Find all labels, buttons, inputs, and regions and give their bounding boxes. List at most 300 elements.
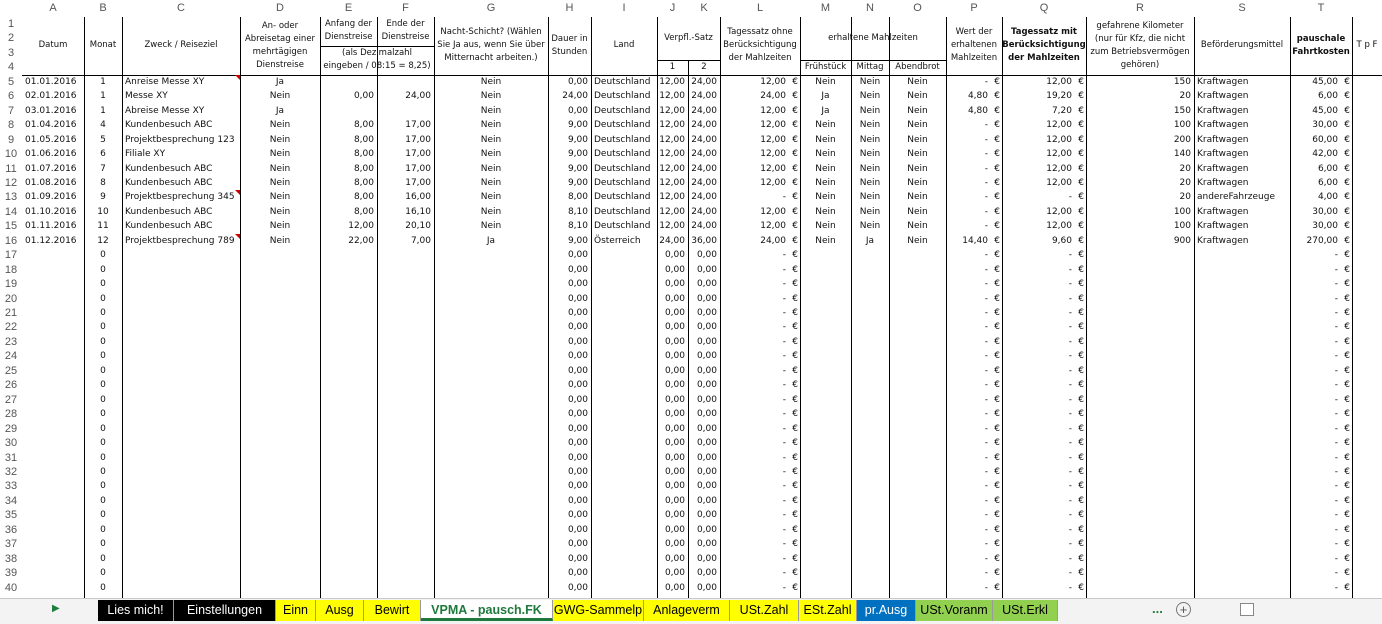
cell-wert[interactable] <box>946 205 1002 219</box>
cell-verpfl-2[interactable] <box>688 234 720 248</box>
cell-tagessatz-mit[interactable] <box>1002 422 1086 436</box>
cell-monat[interactable] <box>84 552 122 566</box>
cell-verpfl-1[interactable] <box>657 147 688 161</box>
row-header[interactable]: 13 <box>4 191 18 204</box>
cell-wert[interactable] <box>946 263 1002 277</box>
cell-wert[interactable] <box>946 552 1002 566</box>
cell-verpfl-2[interactable] <box>688 349 720 363</box>
cell-monat[interactable] <box>84 407 122 421</box>
cell-verpfl-1[interactable] <box>657 407 688 421</box>
cell-abendbrot[interactable] <box>889 219 946 233</box>
cell-verpfl-2[interactable] <box>688 248 720 262</box>
cell-pauschale[interactable] <box>1290 306 1352 320</box>
cell-wert[interactable] <box>946 89 1002 103</box>
cell-pauschale[interactable] <box>1290 104 1352 118</box>
cell-wert[interactable] <box>946 349 1002 363</box>
cell-datum[interactable] <box>22 176 84 190</box>
cell-anfang[interactable] <box>320 147 377 161</box>
cell-verpfl-2[interactable] <box>688 263 720 277</box>
row-header[interactable]: 35 <box>4 509 18 522</box>
column-header[interactable]: P <box>970 2 978 14</box>
cell-verpfl-1[interactable] <box>657 190 688 204</box>
cell-verpfl-2[interactable] <box>688 465 720 479</box>
cell-monat[interactable] <box>84 508 122 522</box>
row-header[interactable]: 18 <box>4 263 18 276</box>
cell-fruehstueck[interactable] <box>800 147 851 161</box>
cell-an-abreisetag[interactable] <box>240 147 320 161</box>
cell-wert[interactable] <box>946 364 1002 378</box>
cell-datum[interactable] <box>22 147 84 161</box>
cell-verpfl-2[interactable] <box>688 306 720 320</box>
cell-verpfl-2[interactable] <box>688 75 720 89</box>
row-header[interactable]: 29 <box>4 422 18 435</box>
cell-zweck[interactable] <box>122 118 240 132</box>
row-header[interactable]: 5 <box>7 75 15 88</box>
cell-verpfl-2[interactable] <box>688 537 720 551</box>
cell-verpfl-2[interactable] <box>688 393 720 407</box>
cell-wert[interactable] <box>946 75 1002 89</box>
cell-mittag[interactable] <box>851 162 889 176</box>
cell-tagessatz-mit[interactable] <box>1002 566 1086 580</box>
cell-nacht-schicht[interactable] <box>434 162 548 176</box>
cell-nacht-schicht[interactable] <box>434 205 548 219</box>
cell-pauschale[interactable] <box>1290 479 1352 493</box>
cell-dauer[interactable] <box>548 422 591 436</box>
cell-monat[interactable] <box>84 234 122 248</box>
cell-dauer[interactable] <box>548 292 591 306</box>
cell-verpfl-2[interactable] <box>688 89 720 103</box>
cell-befoerderung[interactable] <box>1194 219 1290 233</box>
cell-monat[interactable] <box>84 364 122 378</box>
row-header[interactable]: 14 <box>4 205 18 218</box>
cell-mittag[interactable] <box>851 190 889 204</box>
row-header[interactable]: 7 <box>7 104 15 117</box>
cell-verpfl-2[interactable] <box>688 479 720 493</box>
cell-datum[interactable] <box>22 75 84 89</box>
cell-tagessatz-mit[interactable] <box>1002 335 1086 349</box>
cell-verpfl-1[interactable] <box>657 133 688 147</box>
cell-monat[interactable] <box>84 451 122 465</box>
cell-verpfl-1[interactable] <box>657 176 688 190</box>
sheet-tab[interactable]: Einstellungen <box>174 600 276 621</box>
column-header[interactable]: D <box>276 2 284 14</box>
cell-dauer[interactable] <box>548 494 591 508</box>
cell-tagessatz-mit[interactable] <box>1002 465 1086 479</box>
cell-pauschale[interactable] <box>1290 277 1352 291</box>
cell-dauer[interactable] <box>548 523 591 537</box>
cell-verpfl-1[interactable] <box>657 552 688 566</box>
cell-verpfl-2[interactable] <box>688 364 720 378</box>
row-header[interactable]: 8 <box>7 119 15 132</box>
cell-nacht-schicht[interactable] <box>434 89 548 103</box>
cell-nacht-schicht[interactable] <box>434 75 548 89</box>
cell-fruehstueck[interactable] <box>800 133 851 147</box>
cell-abendbrot[interactable] <box>889 75 946 89</box>
cell-dauer[interactable] <box>548 364 591 378</box>
cell-pauschale[interactable] <box>1290 465 1352 479</box>
cell-an-abreisetag[interactable] <box>240 219 320 233</box>
cell-verpfl-1[interactable] <box>657 349 688 363</box>
cell-verpfl-1[interactable] <box>657 422 688 436</box>
cell-wert[interactable] <box>946 537 1002 551</box>
cell-kilometer[interactable] <box>1086 205 1194 219</box>
cell-verpfl-1[interactable] <box>657 364 688 378</box>
cell-dauer[interactable] <box>548 320 591 334</box>
cell-wert[interactable] <box>946 234 1002 248</box>
cell-tagessatz-ohne[interactable] <box>720 205 800 219</box>
cell-mittag[interactable] <box>851 234 889 248</box>
cell-pauschale[interactable] <box>1290 436 1352 450</box>
cell-monat[interactable] <box>84 306 122 320</box>
cell-an-abreisetag[interactable] <box>240 234 320 248</box>
cell-tagessatz-mit[interactable] <box>1002 306 1086 320</box>
cell-verpfl-2[interactable] <box>688 205 720 219</box>
cell-tagessatz-ohne[interactable] <box>720 277 800 291</box>
cell-tagessatz-ohne[interactable] <box>720 190 800 204</box>
cell-tagessatz-ohne[interactable] <box>720 104 800 118</box>
cell-verpfl-1[interactable] <box>657 263 688 277</box>
add-sheet-button[interactable]: + <box>1176 602 1191 617</box>
row-header[interactable]: 25 <box>4 364 18 377</box>
cell-verpfl-2[interactable] <box>688 190 720 204</box>
cell-wert[interactable] <box>946 147 1002 161</box>
cell-kilometer[interactable] <box>1086 190 1194 204</box>
row-header[interactable]: 17 <box>4 249 18 262</box>
cell-dauer[interactable] <box>548 537 591 551</box>
row-header[interactable]: 1 <box>7 18 15 30</box>
cell-monat[interactable] <box>84 162 122 176</box>
cell-anfang[interactable] <box>320 234 377 248</box>
cell-mittag[interactable] <box>851 205 889 219</box>
cell-mittag[interactable] <box>851 118 889 132</box>
cell-anfang[interactable] <box>320 176 377 190</box>
cell-anfang[interactable] <box>320 219 377 233</box>
cell-ende[interactable] <box>377 147 434 161</box>
row-header[interactable]: 9 <box>7 133 15 146</box>
cell-tagessatz-mit[interactable] <box>1002 479 1086 493</box>
cell-pauschale[interactable] <box>1290 537 1352 551</box>
row-header[interactable]: 26 <box>4 379 18 392</box>
cell-zweck[interactable] <box>122 162 240 176</box>
cell-land[interactable] <box>591 176 657 190</box>
cell-datum[interactable] <box>22 219 84 233</box>
cell-dauer[interactable] <box>548 89 591 103</box>
cell-verpfl-1[interactable] <box>657 581 688 595</box>
play-right-icon[interactable]: ▶ <box>52 603 60 614</box>
cell-pauschale[interactable] <box>1290 176 1352 190</box>
cell-mittag[interactable] <box>851 104 889 118</box>
row-header[interactable]: 21 <box>4 307 18 319</box>
cell-verpfl-2[interactable] <box>688 335 720 349</box>
cell-dauer[interactable] <box>548 277 591 291</box>
cell-an-abreisetag[interactable] <box>240 162 320 176</box>
cell-kilometer[interactable] <box>1086 75 1194 89</box>
cell-verpfl-1[interactable] <box>657 465 688 479</box>
cell-tagessatz-mit[interactable] <box>1002 75 1086 89</box>
sheet-tab[interactable]: USt.Zahl <box>730 600 799 621</box>
cell-land[interactable] <box>591 234 657 248</box>
cell-tagessatz-ohne[interactable] <box>720 75 800 89</box>
cell-land[interactable] <box>591 75 657 89</box>
cell-tagessatz-ohne[interactable] <box>720 494 800 508</box>
cell-monat[interactable] <box>84 176 122 190</box>
cell-wert[interactable] <box>946 162 1002 176</box>
row-header[interactable]: 30 <box>4 437 18 450</box>
cell-tagessatz-ohne[interactable] <box>720 292 800 306</box>
cell-pauschale[interactable] <box>1290 219 1352 233</box>
cell-kilometer[interactable] <box>1086 162 1194 176</box>
more-tabs-button[interactable]: ... <box>1152 601 1163 616</box>
cell-tagessatz-mit[interactable] <box>1002 552 1086 566</box>
cell-an-abreisetag[interactable] <box>240 104 320 118</box>
cell-land[interactable] <box>591 89 657 103</box>
cell-an-abreisetag[interactable] <box>240 133 320 147</box>
cell-dauer[interactable] <box>548 479 591 493</box>
cell-befoerderung[interactable] <box>1194 147 1290 161</box>
cell-monat[interactable] <box>84 566 122 580</box>
row-header[interactable]: 11 <box>5 162 17 175</box>
cell-dauer[interactable] <box>548 147 591 161</box>
cell-dauer[interactable] <box>548 378 591 392</box>
cell-land[interactable] <box>591 118 657 132</box>
row-header[interactable]: 4 <box>7 61 15 74</box>
cell-ende[interactable] <box>377 219 434 233</box>
cell-tagessatz-ohne[interactable] <box>720 263 800 277</box>
cell-anfang[interactable] <box>320 205 377 219</box>
cell-tagessatz-ohne[interactable] <box>720 552 800 566</box>
cell-zweck[interactable] <box>122 75 240 89</box>
cell-tagessatz-mit[interactable] <box>1002 393 1086 407</box>
cell-monat[interactable] <box>84 422 122 436</box>
row-header[interactable]: 3 <box>7 46 15 59</box>
cell-ende[interactable] <box>377 104 434 118</box>
cell-befoerderung[interactable] <box>1194 176 1290 190</box>
cell-abendbrot[interactable] <box>889 104 946 118</box>
cell-tagessatz-ohne[interactable] <box>720 320 800 334</box>
cell-zweck[interactable] <box>122 176 240 190</box>
column-header[interactable]: J <box>669 2 676 14</box>
cell-tagessatz-mit[interactable] <box>1002 176 1086 190</box>
cell-tagessatz-mit[interactable] <box>1002 378 1086 392</box>
sheet-tab[interactable]: Bewirt <box>364 600 421 621</box>
cell-ende[interactable] <box>377 162 434 176</box>
cell-befoerderung[interactable] <box>1194 162 1290 176</box>
cell-zweck[interactable] <box>122 190 240 204</box>
row-header[interactable]: 36 <box>4 523 18 536</box>
cell-pauschale[interactable] <box>1290 407 1352 421</box>
cell-monat[interactable] <box>84 118 122 132</box>
row-header[interactable]: 16 <box>4 234 18 247</box>
cell-wert[interactable] <box>946 451 1002 465</box>
cell-pauschale[interactable] <box>1290 248 1352 262</box>
cell-abendbrot[interactable] <box>889 190 946 204</box>
cell-verpfl-1[interactable] <box>657 234 688 248</box>
cell-monat[interactable] <box>84 277 122 291</box>
cell-abendbrot[interactable] <box>889 205 946 219</box>
cell-verpfl-1[interactable] <box>657 162 688 176</box>
cell-anfang[interactable] <box>320 190 377 204</box>
cell-abendbrot[interactable] <box>889 176 946 190</box>
cell-tagessatz-ohne[interactable] <box>720 422 800 436</box>
cell-verpfl-2[interactable] <box>688 219 720 233</box>
cell-dauer[interactable] <box>548 581 591 595</box>
column-header[interactable]: B <box>99 2 107 14</box>
cell-pauschale[interactable] <box>1290 508 1352 522</box>
cell-fruehstueck[interactable] <box>800 234 851 248</box>
cell-pauschale[interactable] <box>1290 89 1352 103</box>
row-header[interactable]: 34 <box>4 494 18 507</box>
cell-verpfl-1[interactable] <box>657 219 688 233</box>
cell-tagessatz-ohne[interactable] <box>720 523 800 537</box>
cell-dauer[interactable] <box>548 219 591 233</box>
cell-nacht-schicht[interactable] <box>434 104 548 118</box>
cell-tagessatz-mit[interactable] <box>1002 219 1086 233</box>
cell-tagessatz-mit[interactable] <box>1002 277 1086 291</box>
cell-tagessatz-mit[interactable] <box>1002 162 1086 176</box>
row-header[interactable]: 37 <box>4 538 18 551</box>
cell-monat[interactable] <box>84 349 122 363</box>
cell-tagessatz-mit[interactable] <box>1002 581 1086 595</box>
sheet-tab[interactable]: USt.Erkl <box>993 600 1058 621</box>
cell-verpfl-1[interactable] <box>657 523 688 537</box>
cell-tagessatz-ohne[interactable] <box>720 234 800 248</box>
cell-verpfl-1[interactable] <box>657 118 688 132</box>
cell-nacht-schicht[interactable] <box>434 147 548 161</box>
cell-ende[interactable] <box>377 176 434 190</box>
cell-pauschale[interactable] <box>1290 349 1352 363</box>
cell-tagessatz-ohne[interactable] <box>720 306 800 320</box>
cell-ende[interactable] <box>377 190 434 204</box>
cell-verpfl-1[interactable] <box>657 306 688 320</box>
sheet-tab[interactable]: Anlageverm <box>644 600 730 621</box>
cell-tagessatz-ohne[interactable] <box>720 508 800 522</box>
cell-pauschale[interactable] <box>1290 190 1352 204</box>
cell-ende[interactable] <box>377 205 434 219</box>
cell-monat[interactable] <box>84 89 122 103</box>
cell-anfang[interactable] <box>320 162 377 176</box>
cell-tagessatz-mit[interactable] <box>1002 263 1086 277</box>
cell-verpfl-1[interactable] <box>657 292 688 306</box>
cell-tagessatz-ohne[interactable] <box>720 364 800 378</box>
cell-wert[interactable] <box>946 118 1002 132</box>
cell-verpfl-2[interactable] <box>688 494 720 508</box>
cell-kilometer[interactable] <box>1086 176 1194 190</box>
column-header[interactable]: G <box>486 2 496 14</box>
cell-dauer[interactable] <box>548 248 591 262</box>
cell-fruehstueck[interactable] <box>800 75 851 89</box>
cell-wert[interactable] <box>946 320 1002 334</box>
cell-abendbrot[interactable] <box>889 234 946 248</box>
cell-pauschale[interactable] <box>1290 451 1352 465</box>
row-header[interactable]: 33 <box>4 480 18 493</box>
cell-tagessatz-ohne[interactable] <box>720 378 800 392</box>
cell-zweck[interactable] <box>122 89 240 103</box>
cell-verpfl-1[interactable] <box>657 378 688 392</box>
cell-tagessatz-ohne[interactable] <box>720 147 800 161</box>
cell-mittag[interactable] <box>851 133 889 147</box>
cell-wert[interactable] <box>946 176 1002 190</box>
cell-pauschale[interactable] <box>1290 335 1352 349</box>
cell-pauschale[interactable] <box>1290 118 1352 132</box>
cell-monat[interactable] <box>84 263 122 277</box>
cell-tagessatz-ohne[interactable] <box>720 349 800 363</box>
row-header[interactable]: 23 <box>4 335 18 348</box>
cell-pauschale[interactable] <box>1290 133 1352 147</box>
cell-abendbrot[interactable] <box>889 162 946 176</box>
cell-datum[interactable] <box>22 104 84 118</box>
cell-dauer[interactable] <box>548 465 591 479</box>
cell-mittag[interactable] <box>851 219 889 233</box>
cell-monat[interactable] <box>84 393 122 407</box>
cell-verpfl-1[interactable] <box>657 393 688 407</box>
cell-monat[interactable] <box>84 494 122 508</box>
cell-wert[interactable] <box>946 494 1002 508</box>
cell-tagessatz-ohne[interactable] <box>720 248 800 262</box>
cell-dauer[interactable] <box>548 451 591 465</box>
cell-wert[interactable] <box>946 219 1002 233</box>
cell-pauschale[interactable] <box>1290 320 1352 334</box>
cell-monat[interactable] <box>84 320 122 334</box>
sheet-tab[interactable]: USt.Voranm <box>916 600 993 621</box>
cell-datum[interactable] <box>22 190 84 204</box>
cell-fruehstueck[interactable] <box>800 219 851 233</box>
cell-tagessatz-mit[interactable] <box>1002 320 1086 334</box>
cell-mittag[interactable] <box>851 89 889 103</box>
cell-fruehstueck[interactable] <box>800 176 851 190</box>
cell-wert[interactable] <box>946 581 1002 595</box>
cell-land[interactable] <box>591 205 657 219</box>
cell-verpfl-1[interactable] <box>657 566 688 580</box>
cell-land[interactable] <box>591 219 657 233</box>
column-header[interactable]: R <box>1136 2 1144 14</box>
cell-zweck[interactable] <box>122 147 240 161</box>
cell-verpfl-1[interactable] <box>657 248 688 262</box>
column-header[interactable]: C <box>177 2 185 14</box>
cell-mittag[interactable] <box>851 147 889 161</box>
cell-monat[interactable] <box>84 465 122 479</box>
column-header[interactable]: F <box>402 2 409 14</box>
cell-dauer[interactable] <box>548 190 591 204</box>
cell-tagessatz-mit[interactable] <box>1002 508 1086 522</box>
cell-anfang[interactable] <box>320 89 377 103</box>
cell-wert[interactable] <box>946 335 1002 349</box>
cell-dauer[interactable] <box>548 335 591 349</box>
cell-pauschale[interactable] <box>1290 147 1352 161</box>
cell-dauer[interactable] <box>548 566 591 580</box>
cell-kilometer[interactable] <box>1086 104 1194 118</box>
cell-befoerderung[interactable] <box>1194 75 1290 89</box>
cell-dauer[interactable] <box>548 118 591 132</box>
cell-an-abreisetag[interactable] <box>240 176 320 190</box>
cell-monat[interactable] <box>84 479 122 493</box>
cell-wert[interactable] <box>946 508 1002 522</box>
cell-an-abreisetag[interactable] <box>240 89 320 103</box>
sheet-tab[interactable]: ESt.Zahl <box>799 600 857 621</box>
cell-kilometer[interactable] <box>1086 133 1194 147</box>
cell-zweck[interactable] <box>122 104 240 118</box>
cell-kilometer[interactable] <box>1086 219 1194 233</box>
cell-kilometer[interactable] <box>1086 147 1194 161</box>
cell-fruehstueck[interactable] <box>800 190 851 204</box>
cell-monat[interactable] <box>84 104 122 118</box>
cell-ende[interactable] <box>377 75 434 89</box>
cell-verpfl-1[interactable] <box>657 508 688 522</box>
cell-monat[interactable] <box>84 248 122 262</box>
column-header[interactable]: N <box>866 2 874 14</box>
cell-datum[interactable] <box>22 234 84 248</box>
cell-dauer[interactable] <box>548 349 591 363</box>
cell-verpfl-2[interactable] <box>688 162 720 176</box>
